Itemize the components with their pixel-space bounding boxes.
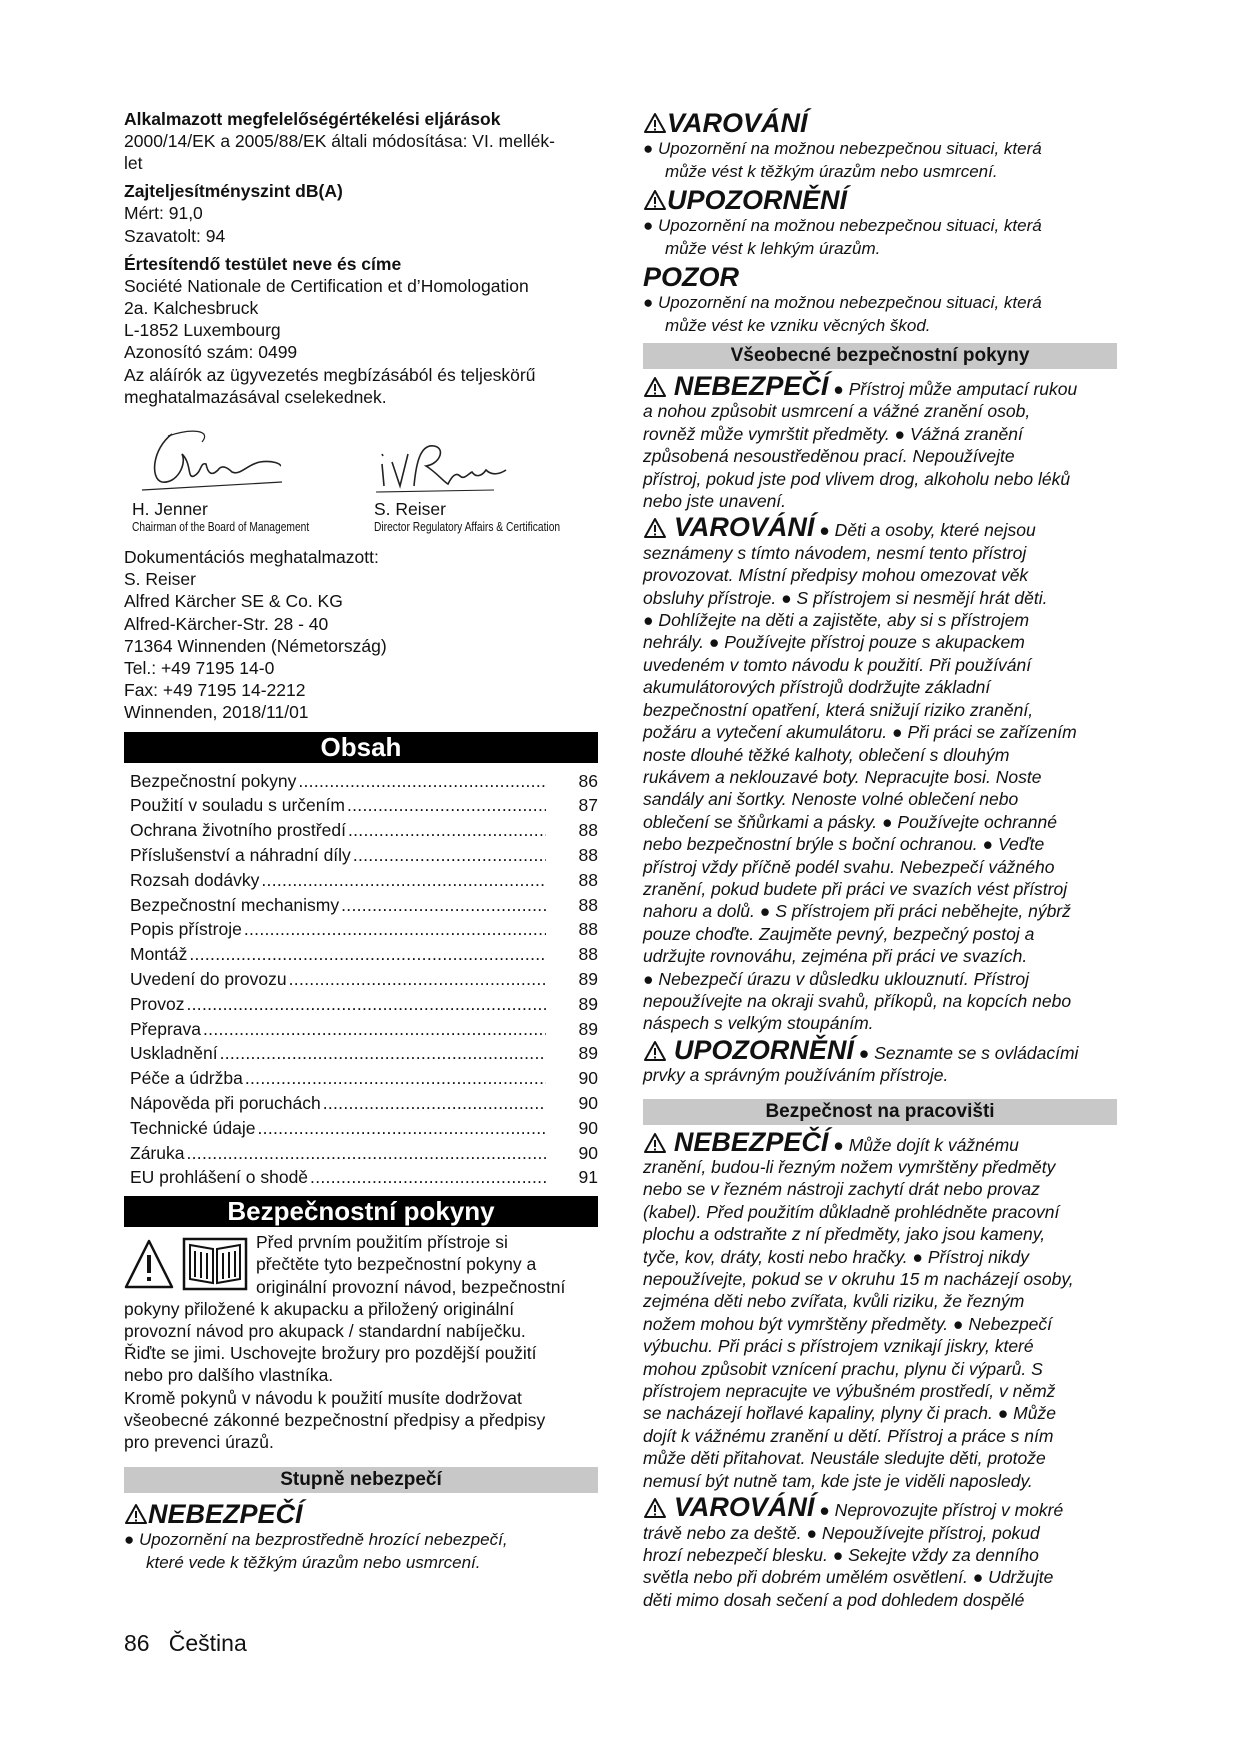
toc-entry[interactable]	[124, 1116, 598, 1141]
toc-entry-page: 89	[578, 1043, 598, 1064]
contact-line: Dokumentációs meghatalmazott:	[124, 547, 379, 568]
safety-intro-line: přečtěte tyto bezpečnostní pokyny a	[256, 1254, 537, 1275]
paragraph-body	[643, 1522, 1117, 1612]
toc-entry-label: Záruka	[130, 1142, 185, 1163]
paragraph-line: tyče, kov, dráty, kosti nebo hračky. ● Přístroj nikdy	[643, 1246, 1029, 1267]
safety-intro-line: nebo pro dalšího vlastníka.	[124, 1365, 334, 1386]
warning-label: VAROVÁNÍ	[667, 108, 808, 138]
paragraph-line: prvky a správným používáním přístroje.	[643, 1065, 949, 1086]
safety-intro-line: provozní návod pro akupack / standardní nabíječku.	[124, 1321, 526, 1342]
paragraph-line: trávě nebo za deště. ● Nepoužívejte přístroj, pokud	[643, 1522, 1040, 1543]
warning-triangle-icon	[643, 517, 669, 539]
warning-triangle-icon	[126, 1241, 172, 1287]
paragraph-line: ● Nebezpečí úrazu v důsledku uklouznutí. Přístroj	[643, 968, 1030, 989]
toc-entry[interactable]	[124, 1017, 598, 1042]
paragraph-line: děti mimo dosah sečení a pod dohledem dospělé	[643, 1589, 1025, 1610]
paragraph-line: přístroj vždy příčně podél svahu. Nebezpečí vážného	[643, 856, 1055, 877]
caution-heading	[643, 185, 1117, 215]
toc-leader-dots	[348, 818, 546, 843]
safety-intro-line: Řiďte se jimi. Uschovejte brožury pro pozdější použití	[124, 1343, 537, 1364]
safety-heading: Bezpečnostní pokyny	[124, 1196, 598, 1227]
toc-entry[interactable]	[124, 1066, 598, 1091]
signer-title: Director Regulatory Affairs & Certification	[374, 520, 561, 535]
paragraph-line: zranění, budou-li řezným nožem vymrštěny předměty	[643, 1157, 1056, 1177]
paragraph-line: nebo bezpečnostní brýle s boční ochranou. ● Veďte	[643, 834, 1045, 855]
toc-leader-dots	[289, 967, 546, 992]
danger-label: NEBEZPEČÍ	[673, 371, 829, 401]
toc-entry-page: 88	[578, 869, 598, 890]
warning-label: VAROVÁNÍ	[673, 512, 815, 543]
toc-entry[interactable]	[124, 868, 598, 893]
toc-entry-page: 88	[578, 820, 598, 841]
hazard-levels-heading: Stupně nebezpečí	[124, 1467, 598, 1493]
caution-description	[643, 215, 1117, 260]
signer-title: Chairman of the Board of Management	[132, 520, 310, 535]
paragraph-line: světla nebo při dobrém umělém osvětlení. ● Udržujte	[643, 1567, 1054, 1588]
toc-entry-label: Nápověda při poruchách	[130, 1093, 321, 1114]
notified-body-line: meghatalmazásával cselekednek.	[124, 386, 387, 407]
toc-entry-label: Ochrana životního prostředí	[130, 820, 346, 841]
notified-body-line: Azonosító szám: 0499	[124, 342, 298, 363]
paragraph-line: bezpečnostní opatření, která snižují riziko zranění,	[643, 699, 1034, 720]
toc-entry[interactable]	[124, 942, 598, 967]
warning-label: VAROVÁNÍ	[673, 1492, 815, 1523]
paragraph-line: způsobená nesoustředěnou prací. Nepoužívejte	[643, 446, 1015, 467]
toc-entry[interactable]	[124, 967, 598, 992]
safety-symbols	[124, 1237, 250, 1296]
toc-entry-label: Uvedení do provozu	[130, 969, 287, 990]
caution-text: může vést k lehkým úrazům.	[665, 238, 881, 258]
notice-text: může vést ke vzniku věcných škod.	[665, 315, 931, 335]
paragraph-line: nebo se v řezném nástroji zachytí drát nebo provaz	[643, 1179, 1040, 1200]
noise-measured: Mért: 91,0	[124, 203, 203, 224]
paragraph-line: rukávem a neklouzavé boty. Nepracujte bosi. Noste	[643, 766, 1042, 787]
safety-intro-line: Kromě pokynů v návodu k použití musíte dodržovat	[124, 1387, 522, 1408]
toc-entry[interactable]	[124, 1091, 598, 1116]
paragraph-line: zejména děti nebo zvířata, kvůli riziku, že řezným	[643, 1291, 1025, 1312]
toc-entry-page: 90	[578, 1068, 598, 1089]
paragraph-line: nahoru a dolů. ● S přístrojem při práci neběhejte, nýbrž	[643, 901, 1071, 922]
paragraph-line: rovněž může vymrštit předměty. ● Vážná zranění	[643, 423, 1023, 444]
paragraph-line: a nohou způsobit usmrcení a vážné zranění osob,	[643, 401, 1031, 422]
paragraph-line: obsluhy přístroje. ● S přístrojem si nesmějí hrát děti.	[643, 587, 1048, 608]
paragraph-danger-amputation	[643, 371, 1117, 512]
toc-entry-label: Provoz	[130, 993, 185, 1014]
toc-entry[interactable]	[124, 1041, 598, 1066]
danger-label: NEBEZPEČÍ	[148, 1499, 303, 1530]
toc-leader-dots	[261, 868, 546, 893]
toc-entry-page: 89	[578, 993, 598, 1014]
footer-language: Čeština	[168, 1630, 247, 1656]
toc-entry-page: 87	[578, 795, 598, 816]
toc-entry-page: 89	[578, 969, 598, 990]
toc-entry-label: Příslušenství a náhradní díly	[130, 845, 351, 866]
paragraph-line: nepoužívejte na okraji svahů, příkopů, na kopcích nebo	[643, 990, 1072, 1011]
read-manual-book-icon	[184, 1239, 246, 1289]
toc-entry-label: EU prohlášení o shodě	[130, 1167, 309, 1188]
danger-description	[124, 1529, 598, 1574]
paragraph-line: výbuchu. Při práci s přístrojem vznikají jiskry, které	[643, 1336, 1034, 1357]
caution-label: UPOZORNĚNÍ	[667, 185, 848, 215]
toc-entry-label: Uskladnění	[130, 1043, 218, 1064]
toc-entry[interactable]	[124, 992, 598, 1017]
toc-entry[interactable]	[124, 1141, 598, 1166]
toc-heading: Obsah	[124, 732, 598, 763]
toc-leader-dots	[353, 843, 546, 868]
caution-label: UPOZORNĚNÍ	[673, 1034, 854, 1065]
toc-leader-dots	[220, 1041, 546, 1066]
paragraph-danger-objects	[643, 1126, 1117, 1493]
toc-entry-page: 90	[578, 1142, 598, 1163]
contact-line: S. Reiser	[124, 569, 196, 590]
toc-leader-dots	[186, 1141, 546, 1166]
contact-line: Alfred-Kärcher-Str. 28 - 40	[124, 613, 329, 634]
paragraph-text: ● Neprovozujte přístroj v mokré	[814, 1500, 1064, 1521]
right-column	[643, 108, 1117, 1611]
toc-entry-page: 88	[578, 894, 598, 915]
conformity-text-cont: let	[124, 153, 143, 174]
paragraph-warning-weather	[643, 1492, 1117, 1611]
notified-body-line: Société Nationale de Certification et d’Homologation	[124, 275, 529, 296]
warning-description	[643, 138, 1117, 183]
notice-text: ● Upozornění na možnou nebezpečnou situaci, která	[643, 293, 1042, 312]
toc-leader-dots	[347, 793, 546, 818]
notice-heading	[643, 262, 1117, 292]
toc-entry[interactable]	[124, 893, 598, 918]
paragraph-line: nožem mohou být vymrštěny předměty. ● Nebezpečí	[643, 1313, 1053, 1334]
toc-entry-label: Montáž	[130, 944, 188, 965]
toc-leader-dots	[298, 769, 546, 794]
warning-text: může vést k těžkým úrazům nebo usmrcení.	[665, 161, 998, 181]
contact-line: Alfred Kärcher SE & Co. KG	[124, 591, 343, 612]
paragraph-line: mohou způsobit vznícení prachu, plynu či výparů. S	[643, 1358, 1043, 1379]
toc-entry[interactable]	[124, 843, 598, 868]
signatures	[124, 424, 598, 535]
paragraph-text: ● Přístroj může amputací rukou	[828, 379, 1078, 399]
toc-leader-dots	[244, 917, 546, 942]
warning-triangle-icon	[643, 1497, 669, 1519]
signer-name: H. Jenner	[132, 499, 208, 520]
page-footer	[124, 1630, 247, 1657]
toc-entry-label: Rozsah dodávky	[130, 869, 260, 890]
toc-leader-dots	[323, 1091, 546, 1116]
warning-triangle-icon	[643, 1132, 669, 1154]
safety-intro	[124, 1231, 598, 1453]
table-of-contents	[124, 769, 598, 1191]
toc-entry-page: 88	[578, 944, 598, 965]
paragraph-line: může děti přitahovat. Neustále sledujte děti, protože	[643, 1448, 1046, 1469]
paragraph-text: ● Děti a osoby, které nejsou	[814, 520, 1036, 541]
toc-entry-label: Použití v souladu s určením	[130, 795, 345, 816]
danger-text: ● Upozornění na bezprostředně hrozící nebezpečí,	[124, 1530, 508, 1550]
signature-reiser	[374, 424, 601, 534]
toc-leader-dots	[189, 942, 546, 967]
paragraph-line: seznámeny s tímto návodem, nesmí tento přístroj	[643, 542, 1027, 563]
notified-body-line: 2a. Kalchesbruck	[124, 298, 259, 319]
toc-leader-dots	[341, 893, 546, 918]
safety-intro-line: pro prevenci úrazů.	[124, 1432, 274, 1453]
paragraph-line: se nacházejí hořlavé kapaliny, plyny či prach. ● Může	[643, 1403, 1056, 1424]
safety-intro-line: originální provozní návod, bezpečnostní	[256, 1276, 566, 1297]
toc-leader-dots	[245, 1066, 546, 1091]
paragraph-caution-controls	[643, 1034, 1117, 1087]
caution-text: ● Upozornění na možnou nebezpečnou situaci, která	[643, 216, 1042, 235]
paragraph-body	[643, 1156, 1117, 1492]
signature-jenner	[132, 424, 348, 534]
toc-entry[interactable]	[124, 769, 598, 794]
contact-line: Fax: +49 7195 14-2212	[124, 680, 306, 701]
paragraph-text: ● Seznamte se s ovládacími	[853, 1042, 1079, 1063]
contact-line: 71364 Winnenden (Németország)	[124, 635, 387, 656]
conformity-label: Alkalmazott megfelelőségértékelési eljárások	[124, 109, 501, 129]
toc-leader-dots	[310, 1165, 546, 1190]
toc-entry-page: 89	[578, 1018, 598, 1039]
toc-entry-label: Péče a údržba	[130, 1068, 243, 1089]
danger-text: které vede k těžkým úrazům nebo usmrcení.	[146, 1552, 481, 1572]
warning-text: ● Upozornění na možnou nebezpečnou situaci, která	[643, 139, 1042, 158]
paragraph-line: přístrojem nepracujte ve výbušném prostředí, v němž	[643, 1381, 1056, 1402]
noise-guaranteed: Szavatolt: 94	[124, 225, 226, 246]
paragraph-line: noste dlouhé těžké kalhoty, oblečení s dlouhým	[643, 744, 1010, 765]
general-safety-heading: Všeobecné bezpečnostní pokyny	[643, 343, 1117, 369]
paragraph-line: pouze choďte. Zaujměte pevný, bezpečný postoj a	[643, 923, 1035, 944]
paragraph-line: sandály ani šortky. Nenoste volné oblečení nebo	[643, 789, 1019, 810]
toc-entry-label: Bezpečnostní mechanismy	[130, 894, 340, 915]
toc-entry-label: Bezpečnostní pokyny	[130, 770, 297, 791]
toc-entry-label: Popis přístroje	[130, 919, 242, 940]
toc-entry[interactable]	[124, 818, 598, 843]
danger-label: NEBEZPEČÍ	[673, 1126, 829, 1157]
warning-triangle-icon	[643, 112, 667, 134]
toc-entry-label: Technické údaje	[130, 1117, 256, 1138]
paragraph-body	[643, 542, 1117, 1035]
toc-entry-page: 86	[578, 770, 598, 791]
paragraph-line: plochu a odstraňte z ní předměty, jako jsou kameny,	[643, 1224, 1046, 1245]
paragraph-body	[643, 1064, 1117, 1086]
signer-name: S. Reiser	[374, 499, 446, 520]
left-column	[124, 108, 598, 1574]
toc-entry-page: 90	[578, 1093, 598, 1114]
noise-label: Zajteljesítményszint dB(A)	[124, 181, 343, 202]
notified-body-line: L-1852 Luxembourg	[124, 320, 281, 341]
warning-heading	[643, 108, 1117, 138]
toc-leader-dots	[203, 1017, 546, 1042]
notified-body-line: Az aláírók az ügyvezetés megbízásából és teljeskörű	[124, 364, 536, 385]
paragraph-line: udržujte rovnováhu, zejména při práci ve svazích.	[643, 946, 1028, 967]
paragraph-line: provozovat. Místní předpisy mohou omezovat věk	[643, 565, 1029, 586]
warning-triangle-icon	[643, 189, 667, 211]
toc-entry[interactable]	[124, 1165, 598, 1190]
conformity-text: 2000/14/EK a 2005/88/EK általi módosítása: VI. mellék-	[124, 131, 555, 151]
handwritten-signature-jenner	[132, 424, 322, 494]
danger-heading	[124, 1499, 598, 1529]
safety-intro-line: Před prvním použitím přístroje si	[256, 1232, 508, 1253]
toc-leader-dots	[258, 1116, 547, 1141]
paragraph-line: přístroj, pokud jste pod vlivem drog, alkoholu nebo léků	[643, 468, 1071, 489]
paragraph-line: nehrály. ● Používejte přístroj pouze s akupackem	[643, 632, 1025, 653]
workplace-safety-heading: Bezpečnost na pracovišti	[643, 1099, 1117, 1125]
paragraph-text: ● Může dojít k vážnému	[828, 1134, 1019, 1155]
paragraph-warning-children	[643, 512, 1117, 1034]
warning-triangle-icon	[643, 1040, 669, 1062]
toc-entry-page: 88	[578, 919, 598, 940]
paragraph-line: nemusí být nutně tam, kde jste je viděli naposledy.	[643, 1470, 1033, 1491]
contact-line: Winnenden, 2018/11/01	[124, 702, 309, 723]
paragraph-line: náspech s velkým stoupáním.	[643, 1013, 874, 1034]
notice-label: POZOR	[643, 262, 740, 292]
paragraph-line: nepoužívejte, pokud se v okruhu 15 m nacházejí osoby,	[643, 1269, 1074, 1290]
contact-line: Tel.: +49 7195 14-0	[124, 658, 275, 679]
paragraph-line: požáru a vytečení akumulátoru. ● Při práci se zařízením	[643, 722, 1077, 743]
handwritten-signature-reiser	[374, 424, 514, 494]
toc-entry[interactable]	[124, 793, 598, 818]
paragraph-line: hrozí nebezpečí blesku. ● Sekejte vždy za denního	[643, 1544, 1039, 1565]
notified-body-label: Értesítendő testület neve és címe	[124, 253, 402, 274]
paragraph-line: uvedeném v tomto návodu k použití. Při používání	[643, 654, 1032, 675]
paragraph-line: ● Dohlížejte na děti a zajistěte, aby si s přístrojem	[643, 610, 1030, 631]
warning-triangle-icon	[643, 376, 669, 398]
toc-entry-page: 90	[578, 1117, 598, 1138]
page-number: 86	[124, 1630, 150, 1656]
paragraph-line: dojít k vážnému zranění u dětí. Přístroj a práce s ním	[643, 1425, 1054, 1446]
notice-description	[643, 292, 1117, 337]
safety-intro-line: pokyny přiložené k akupacku a přiložený originální	[124, 1298, 515, 1319]
documentation-contact	[124, 546, 598, 724]
paragraph-body	[643, 400, 1117, 512]
safety-intro-line: všeobecné zákonné bezpečnostní předpisy a předpisy	[124, 1409, 546, 1430]
paragraph-line: oblečení se šňůrkami a pásky. ● Používejte ochranné	[643, 811, 1057, 832]
toc-entry-page: 88	[578, 845, 598, 866]
toc-entry[interactable]	[124, 917, 598, 942]
toc-entry-page: 91	[578, 1167, 598, 1188]
toc-leader-dots	[186, 992, 546, 1017]
warning-triangle-icon	[124, 1503, 148, 1525]
toc-entry-label: Přeprava	[130, 1018, 202, 1039]
paragraph-line: nebo jste unavení.	[643, 491, 787, 512]
paragraph-line: zranění, pokud budete při práci ve svazích vést přístroj	[643, 878, 1068, 899]
paragraph-line: (kabel). Před použitím důkladně prohlédněte pracovní	[643, 1201, 1060, 1222]
paragraph-line: akumulátorových přístrojů dodržujte základní	[643, 677, 991, 698]
